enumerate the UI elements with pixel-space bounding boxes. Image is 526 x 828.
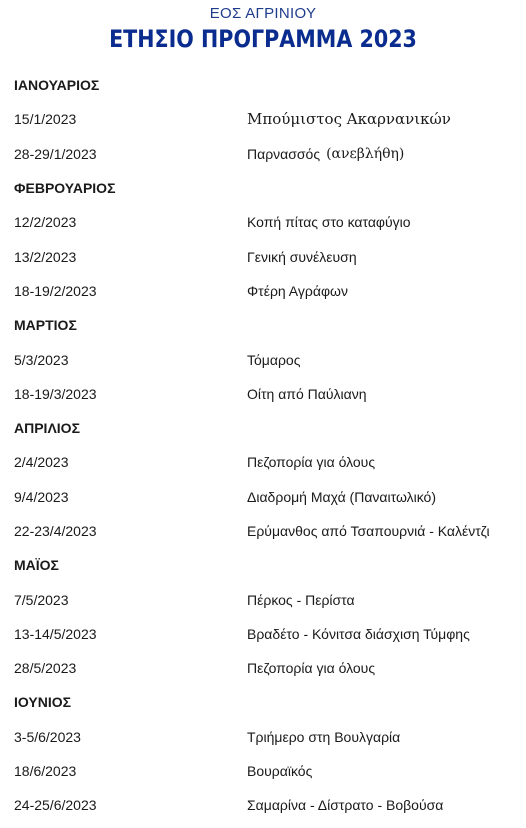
event-date: 18/6/2023 (14, 763, 77, 780)
event-row (0, 720, 526, 754)
event-row (0, 754, 526, 788)
month-heading: ΙΟΥΝΙΟΣ (14, 694, 72, 711)
event-row (0, 514, 526, 548)
event-row (0, 651, 526, 685)
event-row (0, 480, 526, 514)
event-description: Ερύμανθος από Τσαπουρνιά - Καλέντζι (247, 523, 490, 539)
event-description: Διαδρομή Μαχά (Παναιτωλικό) (247, 488, 437, 505)
event-row (0, 205, 526, 239)
month-heading: ΦΕΒΡΟΥΑΡΙΟΣ (14, 180, 116, 197)
event-date: 7/5/2023 (14, 591, 69, 608)
month-heading: ΑΠΡΙΛΙΟΣ (14, 420, 80, 437)
event-description: Φτέρη Αγράφων (247, 282, 348, 299)
event-description: Πεζοπορία για όλους (247, 454, 376, 471)
month-heading: ΜΑΡΤΙΟΣ (14, 317, 77, 334)
event-date: 5/3/2023 (14, 351, 69, 368)
event-row (0, 617, 526, 651)
month-heading: ΙΑΝΟΥΑΡΙΟΣ (14, 77, 100, 94)
event-row (0, 788, 526, 822)
event-description: Τόμαρος (247, 351, 301, 368)
event-description: Γενική συνέλευση (247, 248, 357, 265)
event-date: 13/2/2023 (14, 248, 77, 265)
event-row (0, 274, 526, 308)
event-description: Πεζοπορία για όλους (247, 660, 376, 677)
event-row (0, 582, 526, 616)
event-date: 22-23/4/2023 (14, 523, 97, 539)
event-row (0, 377, 526, 411)
event-description: Βραδέτο - Κόνιτσα διάσχιση Τύμφης (247, 625, 470, 642)
event-description: Πέρκος - Περίστα (247, 591, 355, 608)
schedule (0, 68, 526, 823)
month-heading: ΜΑΪΟΣ (14, 557, 59, 574)
event-row (0, 342, 526, 376)
event-date: 28/5/2023 (14, 660, 77, 677)
event-status-note: (ανεβλήθη) (326, 145, 405, 162)
event-date: 24-25/6/2023 (14, 797, 97, 814)
page-header (0, 0, 526, 54)
event-description: Τριήμερο στη Βουλγαρία (247, 728, 401, 745)
event-date: 3-5/6/2023 (14, 728, 81, 745)
event-description: Σαμαρίνα - Δίστρατο - Βοβούσα (247, 797, 444, 814)
event-description: Οίτη από Παύλιανη (247, 385, 367, 402)
event-row (0, 445, 526, 479)
event-row (0, 102, 526, 136)
event-date: 15/1/2023 (14, 111, 77, 128)
page-title: ΕΤΗΣΙΟ ΠΡΟΓΡΑΜΜΑ 2023 (109, 25, 417, 53)
event-date: 9/4/2023 (14, 488, 69, 505)
event-date: 2/4/2023 (14, 454, 69, 471)
event-date: 13-14/5/2023 (14, 625, 97, 642)
event-description: Παρνασσός (247, 145, 321, 162)
event-description: Βουραϊκός (247, 763, 313, 780)
event-row (0, 137, 526, 171)
organization-name: ΕΟΣ ΑΓΡΙΝΙΟΥ (209, 5, 317, 22)
event-date: 18-19/2/2023 (14, 282, 97, 299)
event-row (0, 239, 526, 273)
event-date: 18-19/3/2023 (14, 385, 97, 402)
event-date: 28-29/1/2023 (14, 145, 97, 162)
event-description: Κοπή πίτας στο καταφύγιο (247, 214, 411, 231)
event-date: 12/2/2023 (14, 214, 77, 231)
event-description: Μπούμιστος Ακαρνανικών (247, 110, 451, 129)
